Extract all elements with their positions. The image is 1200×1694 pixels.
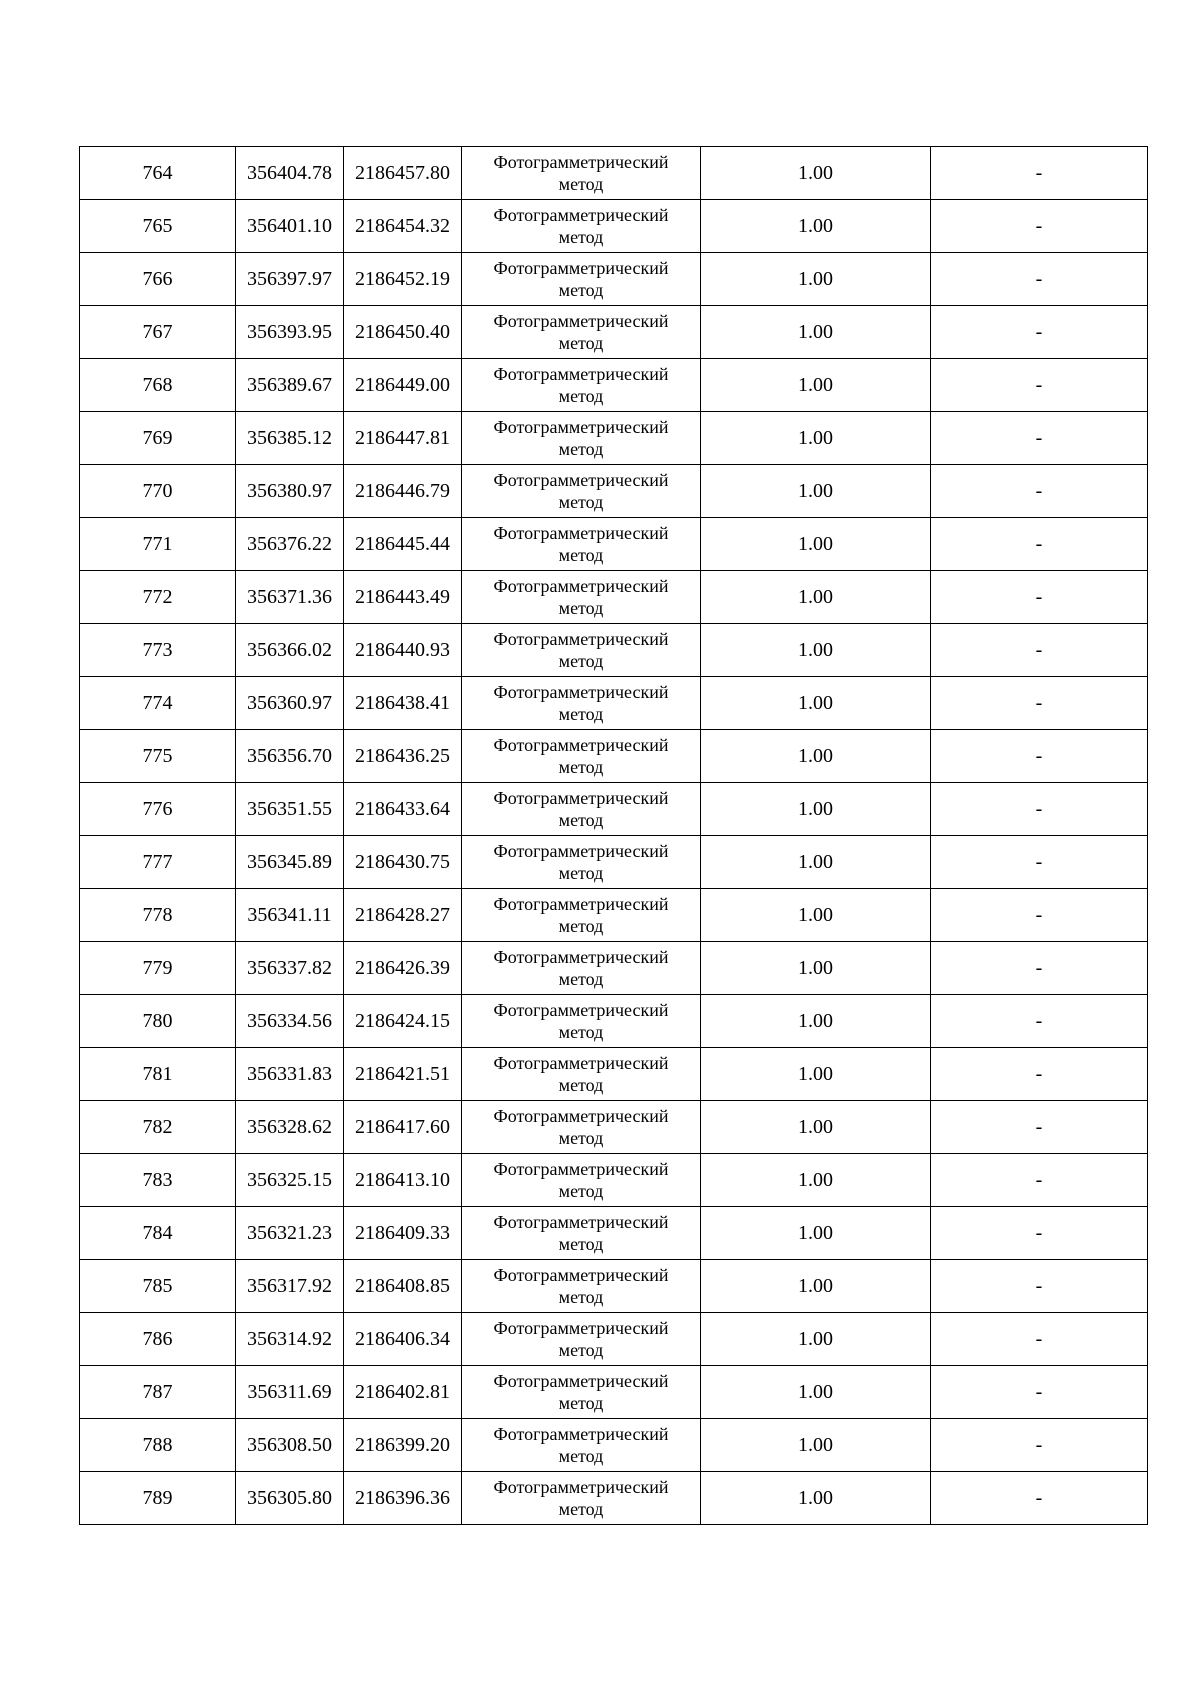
method-line-2: метод — [558, 1075, 604, 1095]
x-coordinate-cell: 356308.50 — [236, 1419, 344, 1472]
y-coordinate-cell: 2186426.39 — [344, 942, 462, 995]
method-line-2: метод — [558, 386, 604, 406]
method-line-1: Фотограмметрический — [493, 1318, 669, 1338]
method-line-1: Фотограмметрический — [493, 1371, 669, 1391]
method-line-2: метод — [558, 916, 604, 936]
method-line-1: Фотограмметрический — [493, 576, 669, 596]
method-line-2: метод — [558, 439, 604, 459]
table-row — [80, 1101, 1148, 1154]
accuracy-cell: 1.00 — [701, 783, 931, 836]
method-line-2: метод — [558, 651, 604, 671]
table-row — [80, 1472, 1148, 1525]
x-coordinate-cell: 356334.56 — [236, 995, 344, 1048]
table-row — [80, 889, 1148, 942]
y-coordinate-cell: 2186440.93 — [344, 624, 462, 677]
point-number-cell: 764 — [80, 147, 236, 200]
method-cell — [462, 1207, 701, 1260]
method-line-1: Фотограмметрический — [493, 1159, 669, 1179]
accuracy-cell: 1.00 — [701, 359, 931, 412]
method-cell — [462, 518, 701, 571]
point-number-cell: 779 — [80, 942, 236, 995]
method-line-1: Фотограмметрический — [493, 1212, 669, 1232]
table-row — [80, 465, 1148, 518]
y-coordinate-cell: 2186413.10 — [344, 1154, 462, 1207]
accuracy-cell: 1.00 — [701, 147, 931, 200]
y-coordinate-cell: 2186436.25 — [344, 730, 462, 783]
y-coordinate-cell: 2186447.81 — [344, 412, 462, 465]
coordinates-table — [79, 146, 1148, 1525]
description-cell: - — [931, 518, 1148, 571]
method-line-1: Фотограмметрический — [493, 735, 669, 755]
point-number-cell: 767 — [80, 306, 236, 359]
y-coordinate-cell: 2186409.33 — [344, 1207, 462, 1260]
y-coordinate-cell: 2186421.51 — [344, 1048, 462, 1101]
point-number-cell: 769 — [80, 412, 236, 465]
point-number-cell: 766 — [80, 253, 236, 306]
y-coordinate-cell: 2186406.34 — [344, 1313, 462, 1366]
accuracy-cell: 1.00 — [701, 306, 931, 359]
accuracy-cell: 1.00 — [701, 1101, 931, 1154]
x-coordinate-cell: 356328.62 — [236, 1101, 344, 1154]
x-coordinate-cell: 356351.55 — [236, 783, 344, 836]
point-number-cell: 789 — [80, 1472, 236, 1525]
accuracy-cell: 1.00 — [701, 677, 931, 730]
accuracy-cell: 1.00 — [701, 730, 931, 783]
x-coordinate-cell: 356321.23 — [236, 1207, 344, 1260]
method-line-2: метод — [558, 969, 604, 989]
accuracy-cell: 1.00 — [701, 942, 931, 995]
x-coordinate-cell: 356305.80 — [236, 1472, 344, 1525]
method-line-2: метод — [558, 1446, 604, 1466]
method-line-2: метод — [558, 280, 604, 300]
point-number-cell: 787 — [80, 1366, 236, 1419]
method-cell — [462, 571, 701, 624]
method-cell — [462, 1048, 701, 1101]
point-number-cell: 785 — [80, 1260, 236, 1313]
method-line-1: Фотограмметрический — [493, 1106, 669, 1126]
description-cell: - — [931, 1260, 1148, 1313]
description-cell: - — [931, 465, 1148, 518]
method-line-1: Фотограмметрический — [493, 841, 669, 861]
point-number-cell: 784 — [80, 1207, 236, 1260]
description-cell: - — [931, 942, 1148, 995]
point-number-cell: 783 — [80, 1154, 236, 1207]
description-cell: - — [931, 624, 1148, 677]
accuracy-cell: 1.00 — [701, 1419, 931, 1472]
x-coordinate-cell: 356397.97 — [236, 253, 344, 306]
x-coordinate-cell: 356337.82 — [236, 942, 344, 995]
y-coordinate-cell: 2186424.15 — [344, 995, 462, 1048]
y-coordinate-cell: 2186408.85 — [344, 1260, 462, 1313]
x-coordinate-cell: 356360.97 — [236, 677, 344, 730]
y-coordinate-cell: 2186457.80 — [344, 147, 462, 200]
method-line-2: метод — [558, 1393, 604, 1413]
point-number-cell: 771 — [80, 518, 236, 571]
accuracy-cell: 1.00 — [701, 412, 931, 465]
x-coordinate-cell: 356389.67 — [236, 359, 344, 412]
method-line-1: Фотограмметрический — [493, 523, 669, 543]
point-number-cell: 778 — [80, 889, 236, 942]
method-cell — [462, 995, 701, 1048]
table-row — [80, 1419, 1148, 1472]
point-number-cell: 777 — [80, 836, 236, 889]
table-row — [80, 1207, 1148, 1260]
method-cell — [462, 200, 701, 253]
method-line-1: Фотограмметрический — [493, 1053, 669, 1073]
method-line-1: Фотограмметрический — [493, 364, 669, 384]
method-line-2: метод — [558, 1234, 604, 1254]
method-line-2: метод — [558, 174, 604, 194]
y-coordinate-cell: 2186450.40 — [344, 306, 462, 359]
x-coordinate-cell: 356371.36 — [236, 571, 344, 624]
y-coordinate-cell: 2186449.00 — [344, 359, 462, 412]
method-line-2: метод — [558, 333, 604, 353]
table-row — [80, 730, 1148, 783]
x-coordinate-cell: 356331.83 — [236, 1048, 344, 1101]
table-row — [80, 306, 1148, 359]
table-row — [80, 836, 1148, 889]
x-coordinate-cell: 356385.12 — [236, 412, 344, 465]
table-row — [80, 1313, 1148, 1366]
method-cell — [462, 624, 701, 677]
method-line-1: Фотограмметрический — [493, 311, 669, 331]
y-coordinate-cell: 2186443.49 — [344, 571, 462, 624]
method-cell — [462, 147, 701, 200]
method-line-1: Фотограмметрический — [493, 417, 669, 437]
x-coordinate-cell: 356376.22 — [236, 518, 344, 571]
accuracy-cell: 1.00 — [701, 1472, 931, 1525]
method-cell — [462, 783, 701, 836]
point-number-cell: 780 — [80, 995, 236, 1048]
description-cell: - — [931, 1207, 1148, 1260]
x-coordinate-cell: 356345.89 — [236, 836, 344, 889]
accuracy-cell: 1.00 — [701, 518, 931, 571]
method-line-1: Фотограмметрический — [493, 1424, 669, 1444]
method-cell — [462, 1472, 701, 1525]
description-cell: - — [931, 836, 1148, 889]
table-row — [80, 412, 1148, 465]
method-line-2: метод — [558, 810, 604, 830]
description-cell: - — [931, 783, 1148, 836]
method-cell — [462, 677, 701, 730]
description-cell: - — [931, 147, 1148, 200]
x-coordinate-cell: 356356.70 — [236, 730, 344, 783]
table-row — [80, 518, 1148, 571]
table-row — [80, 1366, 1148, 1419]
method-line-1: Фотограмметрический — [493, 1477, 669, 1497]
description-cell: - — [931, 1101, 1148, 1154]
x-coordinate-cell: 356393.95 — [236, 306, 344, 359]
method-cell — [462, 730, 701, 783]
method-cell — [462, 1101, 701, 1154]
table-row — [80, 200, 1148, 253]
accuracy-cell: 1.00 — [701, 995, 931, 1048]
description-cell: - — [931, 571, 1148, 624]
y-coordinate-cell: 2186430.75 — [344, 836, 462, 889]
method-line-1: Фотограмметрический — [493, 152, 669, 172]
method-line-2: метод — [558, 227, 604, 247]
table-body — [80, 147, 1148, 1525]
method-cell — [462, 1419, 701, 1472]
accuracy-cell: 1.00 — [701, 571, 931, 624]
point-number-cell: 770 — [80, 465, 236, 518]
y-coordinate-cell: 2186428.27 — [344, 889, 462, 942]
table-row — [80, 677, 1148, 730]
description-cell: - — [931, 359, 1148, 412]
method-line-2: метод — [558, 598, 604, 618]
description-cell: - — [931, 677, 1148, 730]
table-row — [80, 1048, 1148, 1101]
method-line-2: метод — [558, 545, 604, 565]
accuracy-cell: 1.00 — [701, 465, 931, 518]
x-coordinate-cell: 356325.15 — [236, 1154, 344, 1207]
y-coordinate-cell: 2186446.79 — [344, 465, 462, 518]
y-coordinate-cell: 2186438.41 — [344, 677, 462, 730]
method-line-2: метод — [558, 704, 604, 724]
y-coordinate-cell: 2186399.20 — [344, 1419, 462, 1472]
table-row — [80, 571, 1148, 624]
method-cell — [462, 412, 701, 465]
table-row — [80, 147, 1148, 200]
x-coordinate-cell: 356317.92 — [236, 1260, 344, 1313]
method-line-1: Фотограмметрический — [493, 1265, 669, 1285]
description-cell: - — [931, 1313, 1148, 1366]
point-number-cell: 786 — [80, 1313, 236, 1366]
x-coordinate-cell: 356314.92 — [236, 1313, 344, 1366]
table-row — [80, 1154, 1148, 1207]
point-number-cell: 788 — [80, 1419, 236, 1472]
accuracy-cell: 1.00 — [701, 1313, 931, 1366]
description-cell: - — [931, 1154, 1148, 1207]
method-line-2: метод — [558, 1340, 604, 1360]
method-line-1: Фотограмметрический — [493, 205, 669, 225]
method-line-2: метод — [558, 492, 604, 512]
table-row — [80, 783, 1148, 836]
accuracy-cell: 1.00 — [701, 624, 931, 677]
method-line-1: Фотограмметрический — [493, 629, 669, 649]
table-row — [80, 253, 1148, 306]
method-cell — [462, 1313, 701, 1366]
method-line-2: метод — [558, 1499, 604, 1519]
x-coordinate-cell: 356401.10 — [236, 200, 344, 253]
description-cell: - — [931, 306, 1148, 359]
point-number-cell: 781 — [80, 1048, 236, 1101]
method-cell — [462, 306, 701, 359]
table-row — [80, 1260, 1148, 1313]
method-cell — [462, 253, 701, 306]
point-number-cell: 774 — [80, 677, 236, 730]
point-number-cell: 773 — [80, 624, 236, 677]
description-cell: - — [931, 412, 1148, 465]
description-cell: - — [931, 730, 1148, 783]
accuracy-cell: 1.00 — [701, 200, 931, 253]
method-line-2: метод — [558, 1181, 604, 1201]
y-coordinate-cell: 2186433.64 — [344, 783, 462, 836]
accuracy-cell: 1.00 — [701, 1207, 931, 1260]
method-cell — [462, 465, 701, 518]
y-coordinate-cell: 2186402.81 — [344, 1366, 462, 1419]
method-cell — [462, 359, 701, 412]
method-line-1: Фотограмметрический — [493, 258, 669, 278]
x-coordinate-cell: 356311.69 — [236, 1366, 344, 1419]
description-cell: - — [931, 1472, 1148, 1525]
description-cell: - — [931, 253, 1148, 306]
y-coordinate-cell: 2186454.32 — [344, 200, 462, 253]
method-line-2: метод — [558, 757, 604, 777]
method-cell — [462, 1260, 701, 1313]
description-cell: - — [931, 995, 1148, 1048]
method-cell — [462, 942, 701, 995]
x-coordinate-cell: 356341.11 — [236, 889, 344, 942]
x-coordinate-cell: 356404.78 — [236, 147, 344, 200]
y-coordinate-cell: 2186417.60 — [344, 1101, 462, 1154]
point-number-cell: 776 — [80, 783, 236, 836]
x-coordinate-cell: 356366.02 — [236, 624, 344, 677]
description-cell: - — [931, 1419, 1148, 1472]
description-cell: - — [931, 889, 1148, 942]
point-number-cell: 782 — [80, 1101, 236, 1154]
point-number-cell: 772 — [80, 571, 236, 624]
method-line-1: Фотограмметрический — [493, 947, 669, 967]
table-row — [80, 995, 1148, 1048]
accuracy-cell: 1.00 — [701, 1154, 931, 1207]
point-number-cell: 768 — [80, 359, 236, 412]
method-cell — [462, 836, 701, 889]
y-coordinate-cell: 2186396.36 — [344, 1472, 462, 1525]
method-line-1: Фотограмметрический — [493, 470, 669, 490]
method-line-2: метод — [558, 863, 604, 883]
method-cell — [462, 889, 701, 942]
method-cell — [462, 1366, 701, 1419]
method-line-1: Фотограмметрический — [493, 894, 669, 914]
y-coordinate-cell: 2186452.19 — [344, 253, 462, 306]
table-row — [80, 359, 1148, 412]
x-coordinate-cell: 356380.97 — [236, 465, 344, 518]
table-row — [80, 942, 1148, 995]
description-cell: - — [931, 1048, 1148, 1101]
accuracy-cell: 1.00 — [701, 1260, 931, 1313]
accuracy-cell: 1.00 — [701, 1366, 931, 1419]
table-row — [80, 624, 1148, 677]
method-line-1: Фотограмметрический — [493, 788, 669, 808]
description-cell: - — [931, 1366, 1148, 1419]
y-coordinate-cell: 2186445.44 — [344, 518, 462, 571]
accuracy-cell: 1.00 — [701, 836, 931, 889]
method-line-2: метод — [558, 1287, 604, 1307]
description-cell: - — [931, 200, 1148, 253]
point-number-cell: 765 — [80, 200, 236, 253]
method-line-1: Фотограмметрический — [493, 682, 669, 702]
accuracy-cell: 1.00 — [701, 253, 931, 306]
accuracy-cell: 1.00 — [701, 1048, 931, 1101]
method-line-1: Фотограмметрический — [493, 1000, 669, 1020]
method-cell — [462, 1154, 701, 1207]
method-line-2: метод — [558, 1022, 604, 1042]
point-number-cell: 775 — [80, 730, 236, 783]
accuracy-cell: 1.00 — [701, 889, 931, 942]
method-line-2: метод — [558, 1128, 604, 1148]
